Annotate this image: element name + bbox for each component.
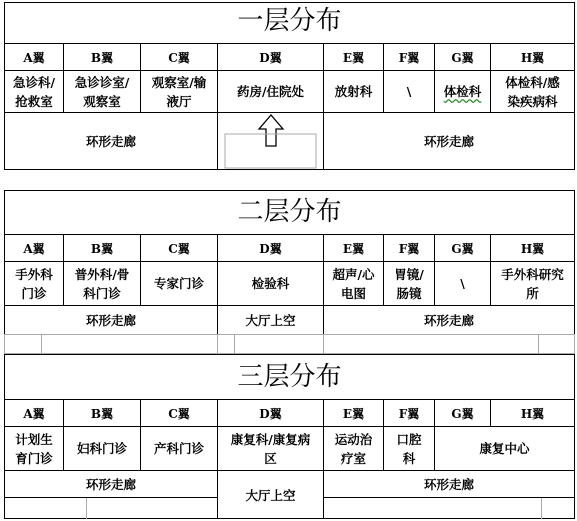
wing-h-header: H翼 [490,234,575,262]
wing-b-header: B翼 [63,234,141,262]
wing-a-header: A翼 [4,234,64,262]
wing-g-header: G翼 [434,234,491,262]
corridor-left: 环形走廊 [4,112,218,170]
floor-1-title: 一层分布 [237,6,342,36]
wing-d-header: D翼 [217,43,324,71]
corridor-left: 环形走廊 [4,470,218,498]
room-c-observation: 观察室/输 液厅 [140,70,218,113]
room-d-laboratory: 检验科 [217,261,324,306]
wing-e-header: E翼 [323,43,384,71]
corridor-left: 环形走廊 [4,305,218,335]
room-a-hand-surgery: 手外科 门诊 [4,261,64,306]
wing-f-header: F翼 [383,399,435,427]
room-f-endoscopy: 胃镜/ 肠镜 [383,261,435,306]
light-partition [217,334,218,354]
room-g-checkup: 体检科 [434,70,491,113]
room-b-gynecology: 妇科门诊 [63,426,141,471]
wing-e-header: E翼 [323,234,384,262]
corridor-right: 环形走廊 [323,305,575,335]
wing-h-header: H翼 [490,399,575,427]
room-d-rehabilitation: 康复科/康复病 区 [217,426,324,471]
room-gh-rehab-center: 康复中心 [434,426,575,471]
entrance-area [217,112,324,170]
up-arrow-icon [217,112,324,170]
light-partition [538,334,539,354]
wing-a-header: A翼 [4,43,64,71]
room-h-checkup-infectious: 体检科/感 染疾病科 [490,70,575,113]
light-partition [323,334,324,354]
wing-b-header: B翼 [63,43,141,71]
room-e-radiology: 放射科 [323,70,384,113]
wing-g-header: G翼 [434,399,491,427]
wing-c-header: C翼 [140,234,218,262]
light-partition [541,498,542,519]
light-partition [234,334,235,354]
room-a-family-planning: 计划生 育门诊 [4,426,64,471]
wing-g-header: G翼 [434,43,491,71]
room-c-expert-clinic: 专家门诊 [140,261,218,306]
corridor-right: 环形走廊 [323,470,575,498]
room-f-none: \ [383,70,435,113]
light-partition [86,498,87,519]
wing-h-header: H翼 [490,43,575,71]
room-e-exercise-therapy: 运动治 疗室 [323,426,384,471]
wing-f-header: F翼 [383,43,435,71]
light-partition-row [4,334,575,354]
floor-2-title: 二层分布 [237,197,342,227]
wing-a-header: A翼 [4,399,64,427]
corridor-right: 环形走廊 [323,112,575,170]
wing-b-header: B翼 [63,399,141,427]
hall-atrium: 大厅上空 [217,470,324,519]
wing-f-header: F翼 [383,234,435,262]
wing-e-header: E翼 [323,399,384,427]
room-d-pharmacy: 药房/住院处 [217,70,324,113]
room-b-emergency-clinic: 急诊诊室/ 观察室 [63,70,141,113]
floor-3-title: 三层分布 [237,362,342,392]
wing-c-header: C翼 [140,43,218,71]
hall-atrium: 大厅上空 [217,305,324,335]
room-h-hand-research: 手外科研究 所 [490,261,575,306]
room-g-none: \ [434,261,491,306]
room-f-stomatology: 口腔 科 [383,426,435,471]
wing-c-header: C翼 [140,399,218,427]
wing-d-header: D翼 [217,234,324,262]
room-c-obstetrics: 产科门诊 [140,426,218,471]
room-e-ultrasound-ecg: 超声/心 电图 [323,261,384,306]
room-a-emergency: 急诊科/ 抢救室 [4,70,64,113]
room-b-general-ortho: 普外科/骨 科门诊 [63,261,141,306]
light-partition [41,334,42,354]
wing-d-header: D翼 [217,399,324,427]
